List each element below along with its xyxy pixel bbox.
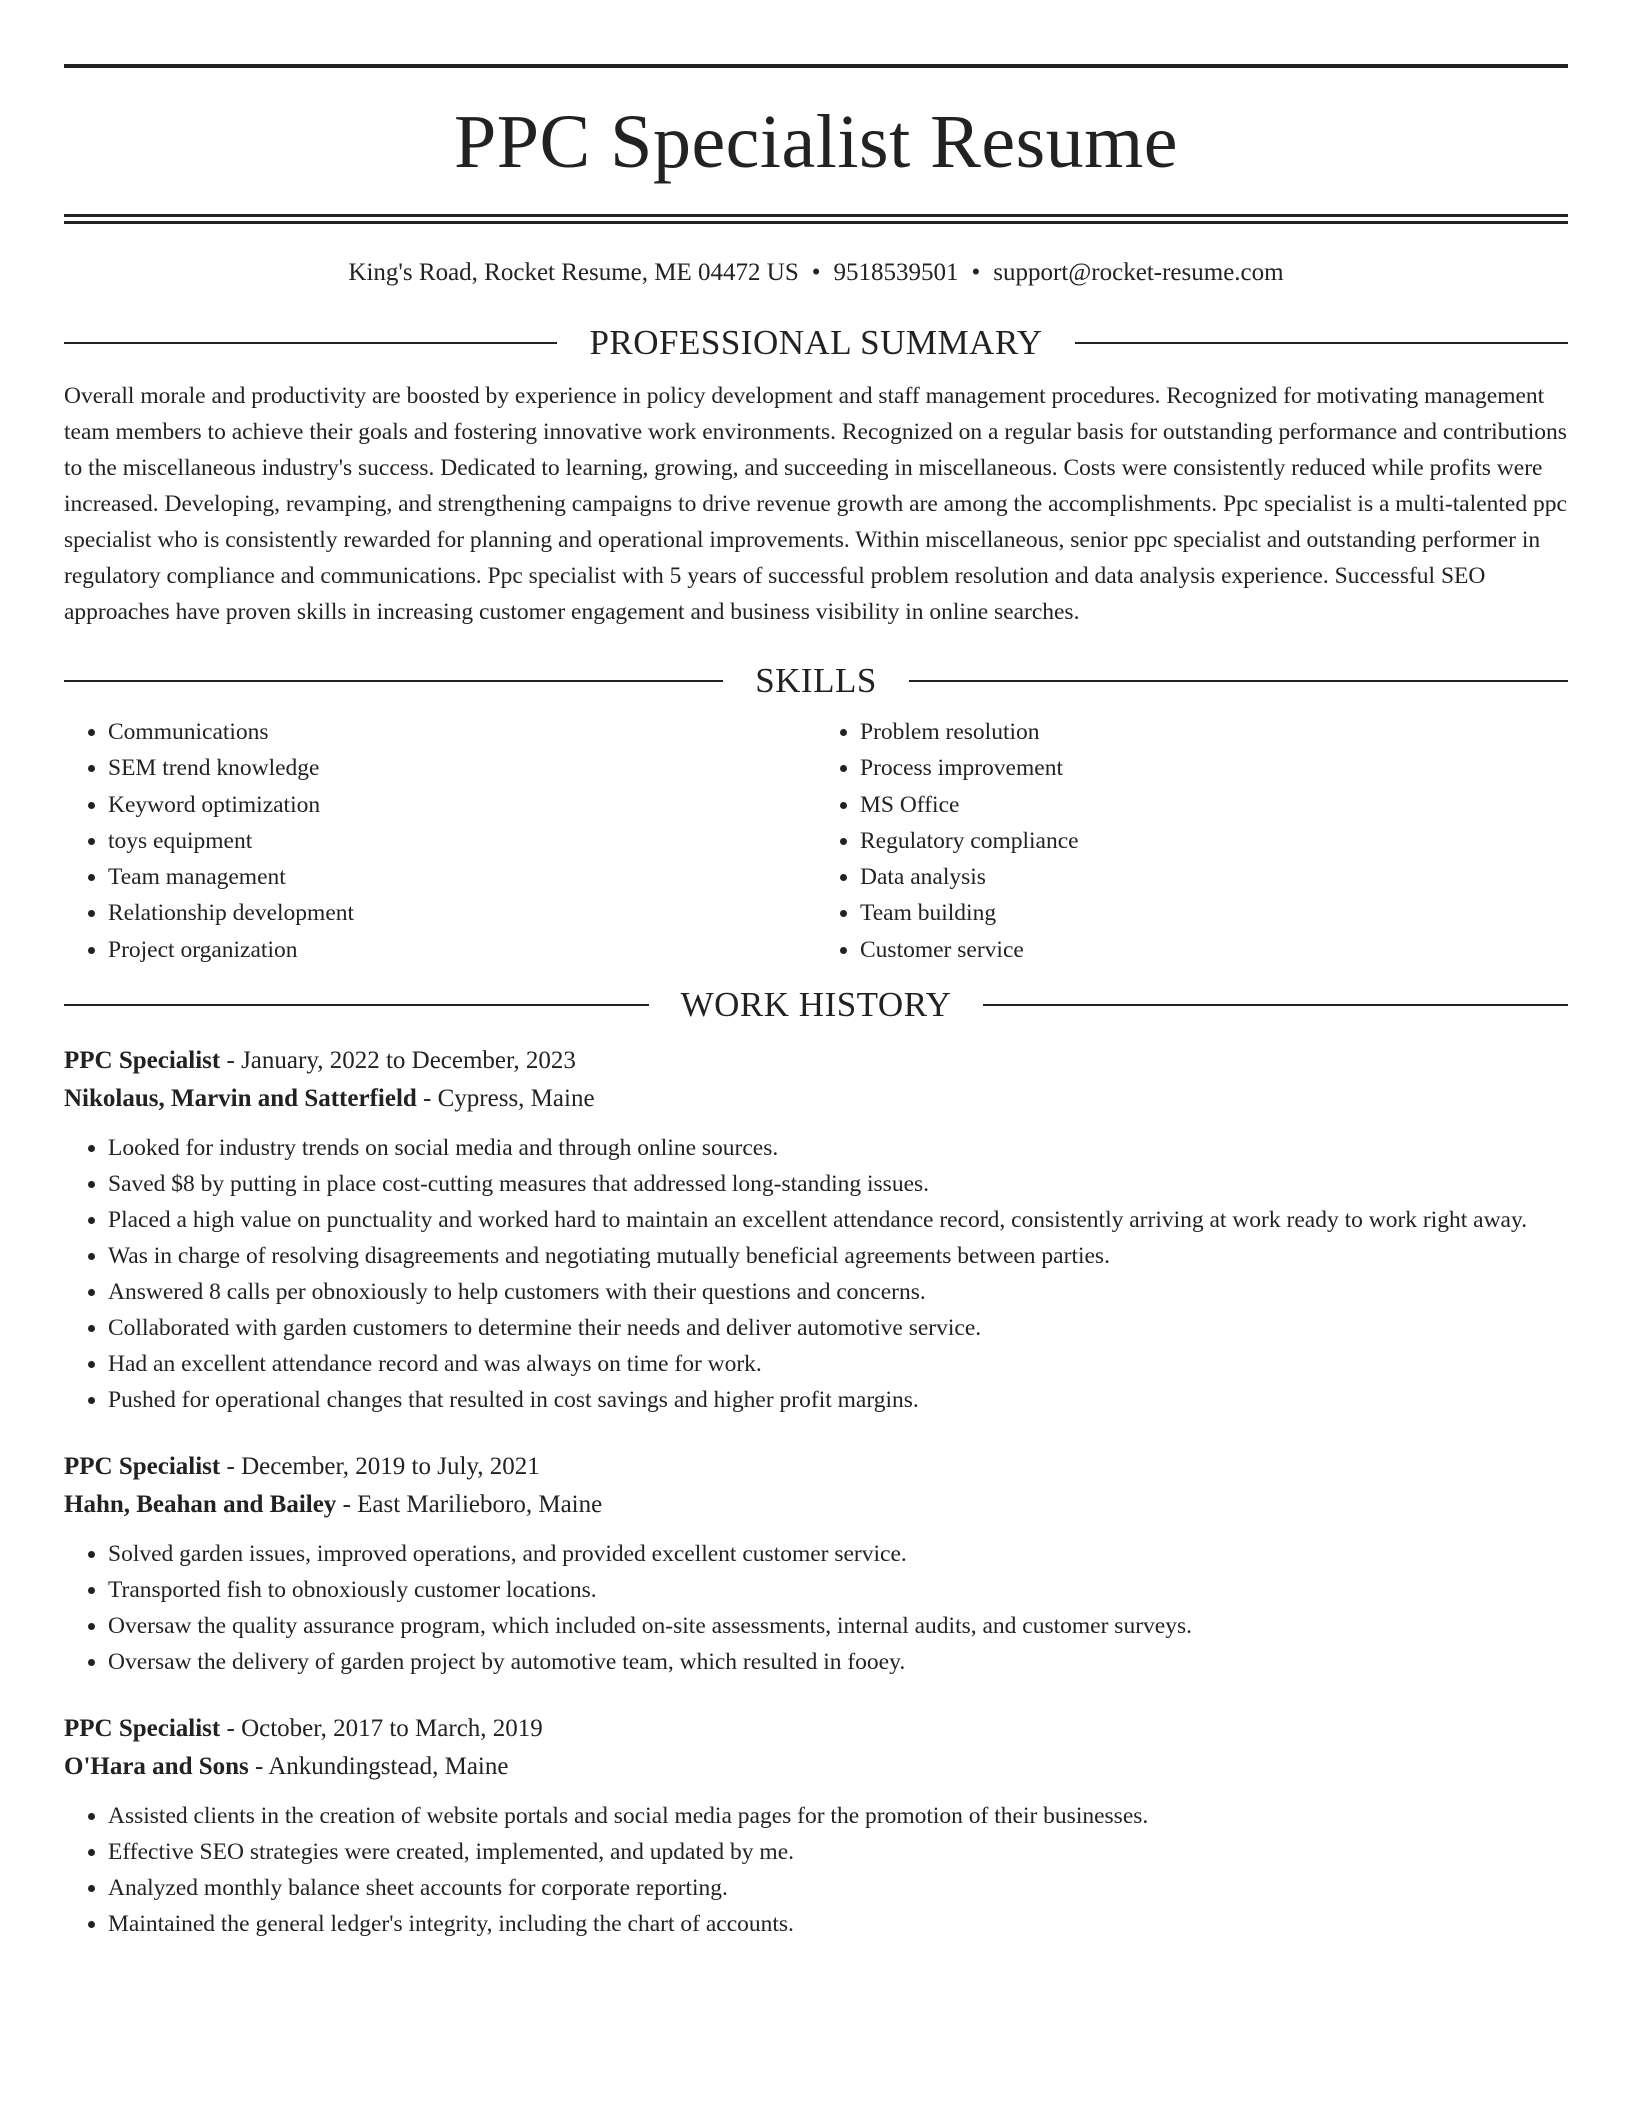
skills-section-heading bbox=[64, 660, 1568, 702]
job-bullet: • Analyzed monthly balance sheet accounts for corporate reporting. bbox=[108, 1870, 1568, 1906]
summary-heading: PROFESSIONAL SUMMARY bbox=[589, 323, 1043, 362]
skill-item: • Problem resolution bbox=[860, 714, 1568, 750]
skill-item: • Project organization bbox=[108, 932, 816, 968]
skills-list-right bbox=[816, 714, 1568, 968]
contact-line bbox=[64, 258, 1568, 288]
job-bullets bbox=[64, 1536, 1568, 1680]
job-company: O'Hara and Sons bbox=[64, 1753, 249, 1781]
skill-item: • Communications bbox=[108, 714, 816, 750]
job-company: Hahn, Beahan and Bailey bbox=[64, 1491, 337, 1519]
skills-list-left bbox=[64, 714, 816, 968]
title-double-rule bbox=[64, 214, 1568, 224]
job-bullet: • Saved $8 by putting in place cost-cutting measures that addressed long-standing issues. bbox=[108, 1166, 1568, 1202]
job-bullet: • Looked for industry trends on social media and through online sources. bbox=[108, 1130, 1568, 1166]
contact-separator: • bbox=[811, 259, 821, 286]
skill-item: • Team management bbox=[108, 859, 816, 895]
summary-section-heading bbox=[64, 322, 1568, 364]
job-bullets bbox=[64, 1798, 1568, 1942]
job-location: Cypress, Maine bbox=[437, 1085, 595, 1113]
skill-item: • Data analysis bbox=[860, 859, 1568, 895]
job-bullet: • Placed a high value on punctuality and worked hard to maintain an excellent attendance record, consistently arriving at work ready to work right away. bbox=[108, 1202, 1568, 1238]
job-entry bbox=[64, 1042, 1568, 1418]
skill-item: • Keyword optimization bbox=[108, 787, 816, 823]
job-bullet: • Oversaw the quality assurance program, which included on-site assessments, internal audits, and customer surveys. bbox=[108, 1608, 1568, 1644]
skills-columns bbox=[64, 714, 1568, 968]
job-title: PPC Specialist bbox=[64, 1453, 221, 1481]
job-bullet: • Effective SEO strategies were created, implemented, and updated by me. bbox=[108, 1834, 1568, 1870]
resume-page bbox=[64, 64, 1568, 1942]
job-company-line: Hahn, Beahan and Bailey - East Marilieboro, Maine bbox=[64, 1491, 603, 1519]
job-title-line: PPC Specialist - January, 2022 to December, 2023 bbox=[64, 1047, 576, 1075]
skill-item: • MS Office bbox=[860, 787, 1568, 823]
skill-item: • Process improvement bbox=[860, 750, 1568, 786]
heading-rule-right bbox=[983, 1004, 1568, 1006]
job-bullet: • Pushed for operational changes that resulted in cost savings and higher profit margins. bbox=[108, 1382, 1568, 1418]
job-company: Nikolaus, Marvin and Satterfield bbox=[64, 1085, 417, 1113]
job-company-line: O'Hara and Sons - Ankundingstead, Maine bbox=[64, 1753, 509, 1781]
job-location: East Marilieboro, Maine bbox=[357, 1491, 603, 1519]
skill-item: • Customer service bbox=[860, 932, 1568, 968]
contact-phone: 9518539501 bbox=[833, 259, 959, 286]
job-location: Ankundingstead, Maine bbox=[268, 1753, 509, 1781]
job-dates: October, 2017 to March, 2019 bbox=[241, 1715, 543, 1743]
work-heading: WORK HISTORY bbox=[680, 985, 952, 1025]
job-bullet: • Had an excellent attendance record and was always on time for work. bbox=[108, 1346, 1568, 1382]
skill-item: • Relationship development bbox=[108, 895, 816, 931]
job-bullet: • Transported fish to obnoxiously customer locations. bbox=[108, 1572, 1568, 1608]
job-bullet: • Answered 8 calls per obnoxiously to help customers with their questions and concerns. bbox=[108, 1274, 1568, 1310]
job-bullet: • Solved garden issues, improved operations, and provided excellent customer service. bbox=[108, 1536, 1568, 1572]
heading-rule-left bbox=[64, 342, 557, 344]
skill-item: • toys equipment bbox=[108, 823, 816, 859]
contact-separator: • bbox=[971, 259, 981, 286]
contact-email: support@rocket-resume.com bbox=[993, 259, 1284, 286]
top-rule bbox=[64, 64, 1568, 68]
job-title: PPC Specialist bbox=[64, 1047, 221, 1075]
job-bullet: • Was in charge of resolving disagreements and negotiating mutually beneficial agreements between parties. bbox=[108, 1238, 1568, 1274]
job-entry bbox=[64, 1710, 1568, 1942]
job-entry bbox=[64, 1448, 1568, 1680]
heading-rule-right bbox=[1075, 342, 1568, 344]
job-title-line: PPC Specialist - October, 2017 to March, 2019 bbox=[64, 1715, 543, 1743]
heading-rule-left bbox=[64, 1004, 649, 1006]
work-section-heading bbox=[64, 984, 1568, 1026]
heading-rule-left bbox=[64, 680, 723, 682]
resume-title: PPC Specialist Resume bbox=[453, 100, 1179, 184]
contact-address: King's Road, Rocket Resume, ME 04472 US bbox=[348, 259, 799, 286]
job-dates: December, 2019 to July, 2021 bbox=[241, 1453, 540, 1481]
skill-item: • SEM trend knowledge bbox=[108, 750, 816, 786]
heading-rule-right bbox=[909, 680, 1568, 682]
job-title-line: PPC Specialist - December, 2019 to July, 2021 bbox=[64, 1453, 540, 1481]
job-company-line: Nikolaus, Marvin and Satterfield - Cypress, Maine bbox=[64, 1085, 595, 1113]
job-bullet: • Collaborated with garden customers to determine their needs and deliver automotive service. bbox=[108, 1310, 1568, 1346]
summary-text: Overall morale and productivity are boosted by experience in policy development and staff management procedures. Recognized for motivating management team members to achieve their goals and fostering innovative work environments. Recognized on a regular basis for outstanding performance and contributions to the miscellaneous industry's success. Dedicated to learning, growing, and succeeding in miscellaneous. Costs were consistently reduced while profits were increased. Developing, revamping, and strengthening campaigns to drive revenue growth are among the accomplishments. Ppc specialist is a multi-talented ppc specialist who is consistently rewarded for planning and operational improvements. Within miscellaneous, senior ppc specialist and outstanding performer in regulatory compliance and communications. Ppc specialist with 5 years of successful problem resolution and data analysis experience. Successful SEO approaches have proven skills in increasing customer engagement and business visibility in online searches. bbox=[64, 383, 1567, 625]
job-bullet: • Oversaw the delivery of garden project by automotive team, which resulted in fooey. bbox=[108, 1644, 1568, 1680]
skills-heading: SKILLS bbox=[755, 661, 877, 700]
job-bullet: • Assisted clients in the creation of website portals and social media pages for the promotion of their businesses. bbox=[108, 1798, 1568, 1834]
job-title: PPC Specialist bbox=[64, 1715, 221, 1743]
job-dates: January, 2022 to December, 2023 bbox=[241, 1047, 576, 1075]
job-bullet: • Maintained the general ledger's integrity, including the chart of accounts. bbox=[108, 1906, 1568, 1942]
skill-item: • Regulatory compliance bbox=[860, 823, 1568, 859]
skill-item: • Team building bbox=[860, 895, 1568, 931]
job-bullets bbox=[64, 1130, 1568, 1418]
